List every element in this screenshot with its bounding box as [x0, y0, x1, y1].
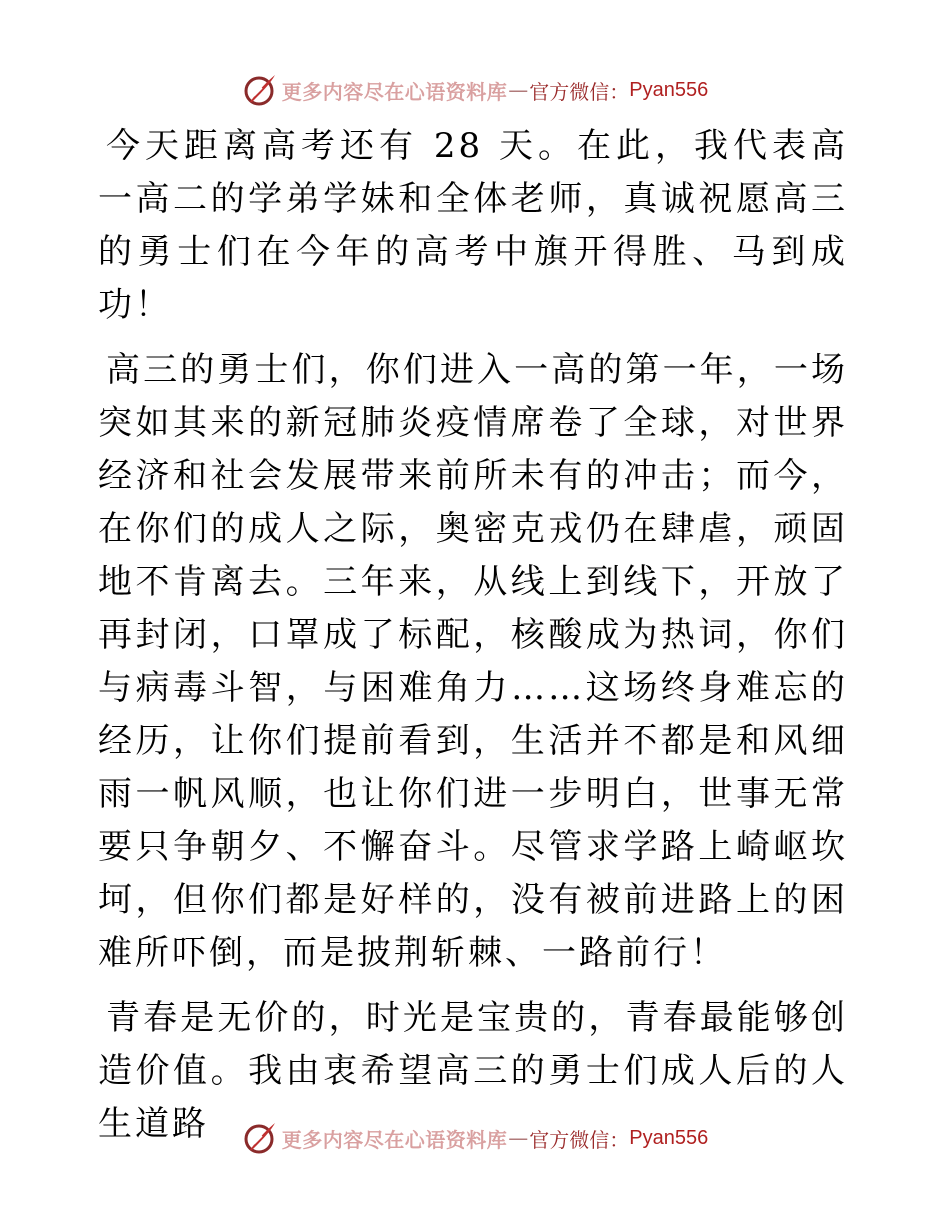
banner-wechat-label: 官方微信： — [529, 1127, 630, 1152]
banner-main-text: 更多内容尽在心语资料库 — [281, 79, 508, 104]
banner-wechat-label: 官方微信： — [529, 79, 630, 104]
footer-banner — [0, 1118, 950, 1158]
paragraph-2: 高三的勇士们，你们进入一高的第一年，一场突如其来的新冠肺炎疫情席卷了全球，对世界经济和社会发展带来前所未有的冲击；而今，在你们的成人之际，奥密克戎仍在肆虐，顽固地不肯离去。三年来，从线上到线下，开放了再封闭，口罩成了标配，核酸成为热词，你们与病毒斗智，与困难角力……这场终身难忘的经历，让你们提前看到，生活并不都是和风细雨一帆风顺，也让你们进一步明白，世事无常要只争朝夕、不懈奋斗。尽管求学路上崎岖坎坷，但你们都是好样的，没有被前进路上的困难所吓倒，而是披荆斩棘、一路前行！ — [98, 350, 848, 973]
document-body — [98, 120, 848, 1151]
header-banner — [0, 70, 950, 110]
quill-circle-logo-icon — [242, 72, 278, 108]
paragraph-1: 今天距离高考还有 28 天。在此，我代表高一高二的学弟学妹和全体老师，真诚祝愿高三的勇士们在今年的高考中旗开得胜、马到成功！ — [98, 126, 848, 325]
banner-dash: — — [508, 78, 529, 102]
paragraph-3: 青春是无价的，时光是宝贵的，青春最能够创造价值。我由衷希望高三的勇士们成人后的人生道路 — [98, 998, 848, 1144]
banner-main-text: 更多内容尽在心语资料库 — [281, 1127, 508, 1152]
quill-circle-logo-icon — [242, 1120, 278, 1156]
banner-wechat-id: Pyan556 — [629, 78, 709, 101]
banner-dash: — — [508, 1126, 529, 1150]
banner-wechat-id: Pyan556 — [629, 1126, 709, 1149]
